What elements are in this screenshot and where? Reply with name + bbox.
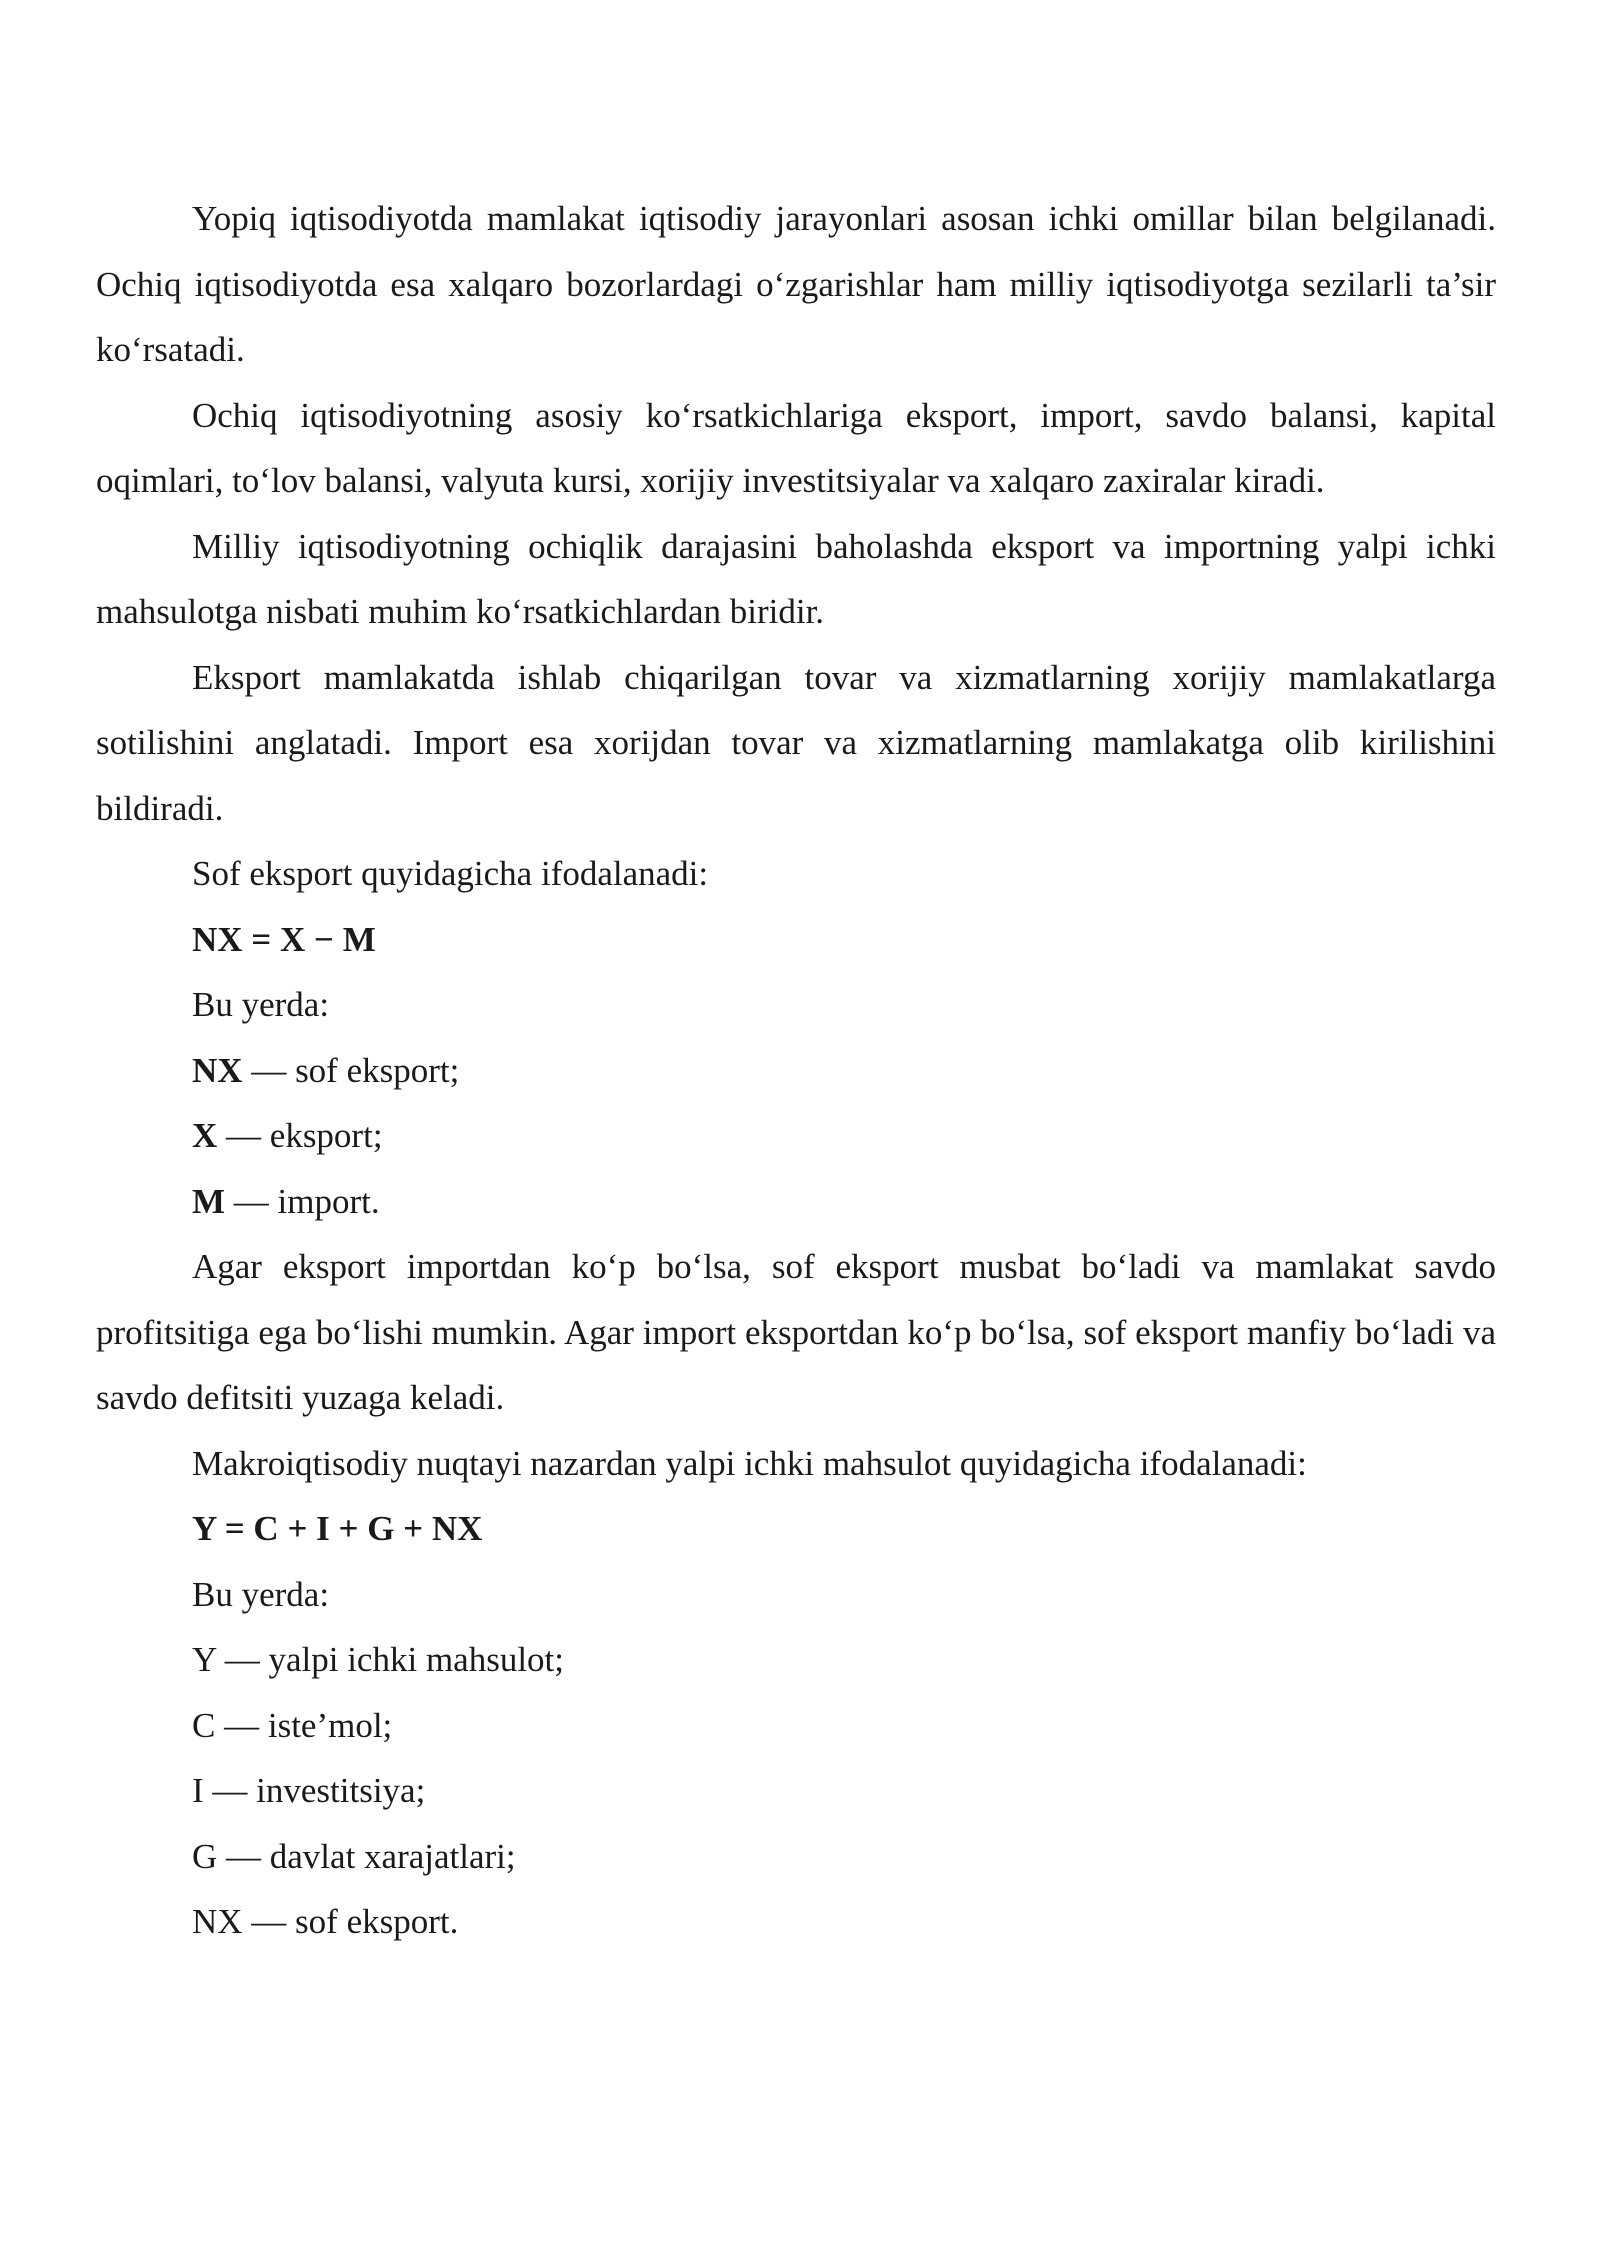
formula-term <box>96 1103 1496 1169</box>
paragraph-net-export-intro: Sof eksport quyidagicha ifodalanadi: <box>192 854 709 893</box>
formula-expression: Y = C + I + G + NX <box>192 1509 483 1548</box>
term-symbol: NX <box>192 1050 243 1090</box>
document-page <box>96 186 1496 1955</box>
term-description: — eksport; <box>217 1116 383 1155</box>
paragraph-trade-balance: Agar eksport importdan ko‘p bo‘lsa, sof eksport musbat bo‘ladi va mamlakat savdo profitsitiga ega bo‘lishi mumkin. Agar import eksportdan ko‘p bo‘lsa, sof eksport manfiy bo‘ladi va savdo defitsiti yuzaga keladi. <box>96 1247 1496 1417</box>
paragraph-openness-degree: Milliy iqtisodiyotning ochiqlik darajasini baholashda eksport va importning yalpi ichki mahsulotga nisbati muhim ko‘rsatkichlardan biridir. <box>96 526 1496 631</box>
formula-term <box>96 1038 1496 1104</box>
term-symbol: M <box>192 1181 226 1221</box>
formula-where-label: Bu yerda: <box>192 985 330 1024</box>
term-description: — sof eksport; <box>242 1050 460 1090</box>
paragraph-export-import-definition: Eksport mamlakatda ishlab chiqarilgan tovar va xizmatlarning xorijiy mamlakatlarga sotilishini anglatadi. Import esa xorijdan tovar va xizmatlarning mamlakatga olib kirilishini bildiradi. <box>96 657 1496 828</box>
paragraph-closed-open-economy: Yopiq iqtisodiyotda mamlakat iqtisodiy jarayonlari asosan ichki omillar bilan belgilanadi. Ochiq iqtisodiyotda esa xalqaro bozorlardagi o‘zgarishlar ham milliy iqtisodiyotga sezilarli ta’sir ko‘rsatadi. <box>96 199 1496 369</box>
formula-term: G — davlat xarajatlari; <box>192 1836 516 1876</box>
formula-gdp <box>96 1496 1496 1562</box>
formula-term: C — iste’mol; <box>192 1705 393 1745</box>
formula-term: NX — sof eksport. <box>192 1902 459 1941</box>
paragraph-open-economy-indicators: Ochiq iqtisodiyotning asosiy ko‘rsatkichlariga eksport, import, savdo balansi, kapital oqimlari, to‘lov balansi, valyuta kursi, xorijiy investitsiyalar va xalqaro zaxiralar kiradi. <box>96 395 1496 500</box>
formula-net-export <box>96 907 1496 973</box>
formula-where-label: Bu yerda: <box>192 1574 330 1614</box>
formula-term: Y — yalpi ichki mahsulot; <box>192 1640 564 1679</box>
paragraph-gdp-intro: Makroiqtisodiy nuqtayi nazardan yalpi ichki mahsulot quyidagicha ifodalanadi: <box>192 1443 1307 1483</box>
formula-term <box>96 1169 1496 1235</box>
formula-term: I — investitsiya; <box>192 1771 426 1810</box>
formula-expression: NX = X − M <box>192 919 376 959</box>
term-symbol: X <box>192 1116 218 1155</box>
term-description: — import. <box>225 1181 380 1221</box>
